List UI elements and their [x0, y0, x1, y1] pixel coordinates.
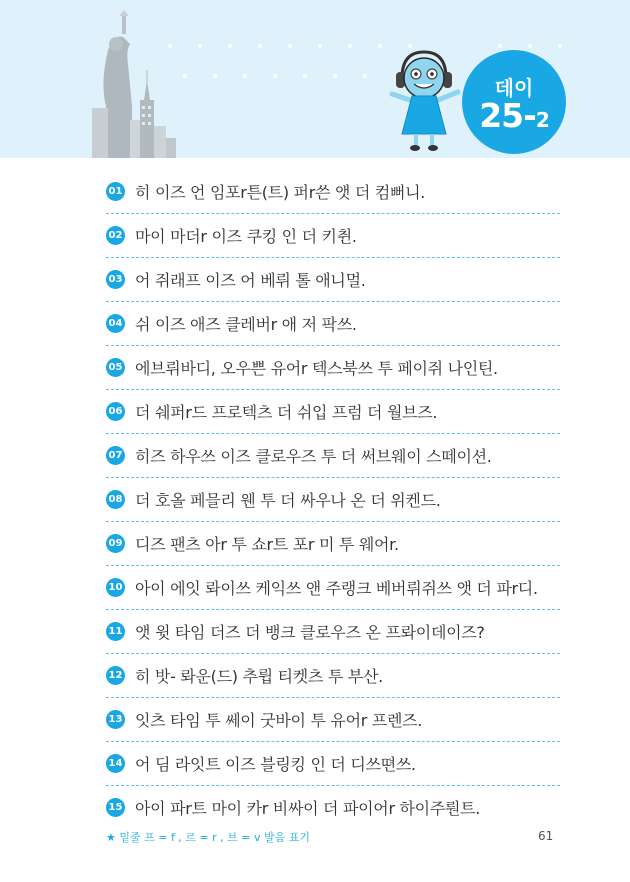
item-text: 쉬 이즈 애즈 클레버r 애 저 팍쓰.: [135, 315, 357, 334]
item-text: 어 딤 라잇트 이즈 블링킹 인 더 디쓰뗜쓰.: [135, 755, 416, 774]
dashed-divider: [106, 609, 560, 610]
item-number: 13: [106, 710, 125, 729]
dashed-divider: [106, 477, 560, 478]
item-number: 15: [106, 798, 125, 817]
dashed-divider: [106, 345, 560, 346]
list-item: [106, 524, 560, 568]
dashed-divider: [106, 697, 560, 698]
day-badge: [462, 50, 566, 154]
dashed-divider: [106, 741, 560, 742]
mascot-character-illustration: [384, 48, 474, 154]
list-item: [106, 172, 560, 216]
item-number: 01: [106, 182, 125, 201]
item-text: 히 이즈 언 임포r튼(트) 퍼r쓴 앳 더 컴뻐니.: [135, 183, 426, 202]
item-text: 아이 에잇 롸이쓰 케익쓰 앤 주랭크 베버뤼쥐쓰 앳 더 파r디.: [135, 579, 538, 598]
list-item: [106, 348, 560, 392]
dashed-divider: [106, 653, 560, 654]
list-item: [106, 744, 560, 788]
dashed-divider: [106, 301, 560, 302]
item-text: 잇츠 타임 투 쎄이 굿바이 투 유어r 프렌즈.: [135, 711, 423, 730]
item-text: 히 밧- 롸운(드) 추륍 티켓츠 투 부산.: [135, 667, 383, 686]
item-text: 히즈 하우쓰 이즈 클로우즈 투 더 써브웨이 스떼이션.: [135, 447, 492, 466]
list-item: [106, 392, 560, 436]
dashed-divider: [106, 257, 560, 258]
dashed-divider: [106, 433, 560, 434]
item-number: 09: [106, 534, 125, 553]
item-text: 더 쉐퍼r드 프로텍츠 더 쉬입 프럼 더 월브즈.: [135, 403, 438, 422]
page-number: 61: [538, 829, 554, 843]
dashed-divider: [106, 213, 560, 214]
item-number: 14: [106, 754, 125, 773]
list-item: [106, 656, 560, 700]
item-number: 08: [106, 490, 125, 509]
dashed-divider: [106, 565, 560, 566]
day-badge-label: 데이: [494, 76, 534, 100]
header-banner: [0, 0, 630, 158]
item-number: 02: [106, 226, 125, 245]
list-item: [106, 612, 560, 656]
city-skyline-illustration: [86, 10, 182, 160]
item-text: 앳 윗 타임 더즈 더 뱅크 클로우즈 온 프롸이데이즈?: [135, 623, 485, 642]
list-item: [106, 436, 560, 480]
dashed-divider: [106, 785, 560, 786]
dashed-divider: [106, 389, 560, 390]
item-number: 11: [106, 622, 125, 641]
item-number: 07: [106, 446, 125, 465]
list-item: [106, 568, 560, 612]
list-item: [106, 304, 560, 348]
dashed-divider: [106, 521, 560, 522]
list-item: [106, 260, 560, 304]
item-number: 03: [106, 270, 125, 289]
list-item: [106, 480, 560, 524]
item-text: 어 쥐래프 이즈 어 베뤼 톨 애니멀.: [135, 271, 366, 290]
list-item: [106, 700, 560, 744]
item-text: 에브뤼바디, 오우쁜 유어r 텍스북쓰 투 페이쥐 나인틴.: [135, 359, 498, 378]
item-number: 04: [106, 314, 125, 333]
item-text: 마이 마더r 이즈 쿠킹 인 더 키췬.: [135, 227, 357, 246]
item-text: 디즈 팬츠 아r 투 쇼r트 포r 미 투 웨어r.: [135, 535, 399, 554]
item-number: 05: [106, 358, 125, 377]
list-item: [106, 788, 560, 832]
day-badge-number: 25-2: [479, 96, 549, 135]
item-text: 아이 파r트 마이 카r 비싸이 더 파이어r 하이주뤈트.: [135, 799, 481, 818]
item-number: 12: [106, 666, 125, 685]
list-item: [106, 216, 560, 260]
pronunciation-footnote: ★ 밑줄 프 = f , 르 = r , 브 = v 발음 표기: [106, 831, 310, 844]
item-number: 06: [106, 402, 125, 421]
item-text: 더 호올 페믈리 웬 투 더 싸우나 온 더 위켄드.: [135, 491, 441, 510]
item-number: 10: [106, 578, 125, 597]
